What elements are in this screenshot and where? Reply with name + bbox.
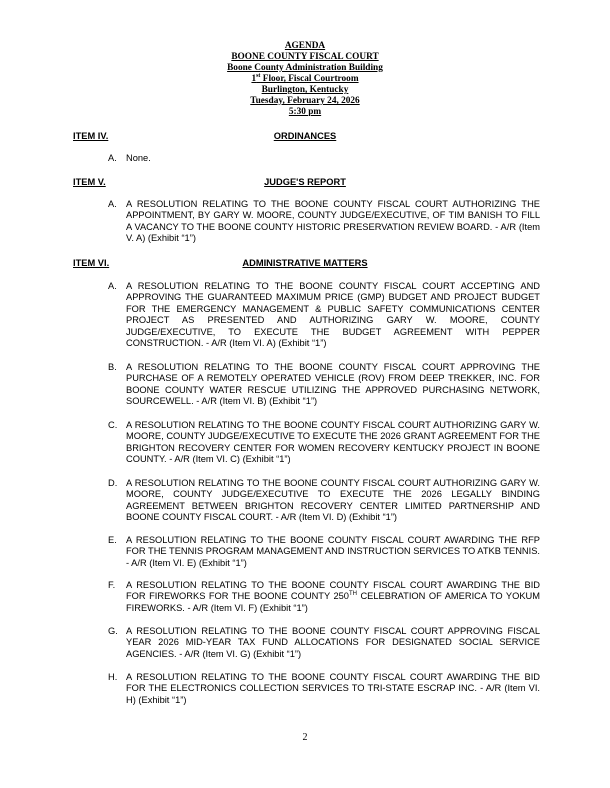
- item-text-part: CELEBRATION OF AMERICA TO YOKUM FIREWORKS. - A/R (Item VI. F) (Exhibit “1”): [126, 591, 540, 613]
- item-letter: E.: [108, 535, 117, 545]
- item-letter: B.: [108, 362, 117, 372]
- item-text: A RESOLUTION RELATING TO THE BOONE COUNTY FISCAL COURT AWARDING THE RFP FOR THE TENNIS PROGRAM MANAGEMENT AND INSTRUCTION SERVICES TO ATKB TENNIS. - A/R (Item VI. E) (Exhibit “1”): [126, 535, 540, 568]
- item-text: A RESOLUTION RELATING TO THE BOONE COUNTY FISCAL COURT ACCEPTING AND APPROVING THE GUARANTEED MAXIMUM PRICE (GMP) BUDGET AND PROJECT BUDGET FOR THE EMERGENCY MANAGEMENT & PUBLIC SAFETY COMMUNICATIONS CENTER PROJECT AS PRESENTED AND AUTHORIZING GARY W. MOORE, COUNTY JUDGE/EXECUTIVE, TO EXECUTE THE BUDGET AGREEMENT WITH PEPPER CONSTRUCTION. - A/R (Item VI. A) (Exhibit “1”): [126, 281, 540, 349]
- item-text: A RESOLUTION RELATING TO THE BOONE COUNTY FISCAL COURT AUTHORIZING THE APPOINTMENT, BY GARY W. MOORE, COUNTY JUDGE/EXECUTIVE, OF TIM BANISH TO FILL A VACANCY TO THE BOONE COUNTY HISTORIC PRESERVATION REVIEW BOARD. - A/R (Item V. A) (Exhibit “1”): [126, 199, 540, 244]
- item-letter: A.: [108, 153, 117, 163]
- item-text: [126, 580, 540, 614]
- header-building: Boone County Administration Building: [227, 63, 383, 73]
- header-floor-sup: st: [256, 72, 261, 79]
- item-text: A RESOLUTION RELATING TO THE BOONE COUNTY FISCAL COURT APPROVING THE PURCHASE OF A REMOTELY OPERATED VEHICLE (ROV) FROM DEEP TREKKER, INC. FOR BOONE COUNTY WATER RESCUE UTILIZING THE APPROVED PURCHASING NETWORK, SOURCEWELL. - A/R (Item VI. B) (Exhibit “1”): [126, 362, 540, 407]
- item-text: A RESOLUTION RELATING TO THE BOONE COUNTY FISCAL COURT AUTHORIZING GARY W. MOORE, COUNTY JUDGE/EXECUTIVE TO EXECUTE THE 2026 GRANT AGREEMENT FOR THE BRIGHTON RECOVERY CENTER FOR WOMEN RECOVERY KENTUCKY PROJECT IN BOONE COUNTY. - A/R (Item VI. C) (Exhibit “1”): [126, 420, 540, 465]
- item-letter: C.: [108, 420, 118, 430]
- item-letter: D.: [108, 478, 118, 488]
- item-text: A RESOLUTION RELATING TO THE BOONE COUNTY FISCAL COURT APPROVING FISCAL YEAR 2026 MID-YEAR TAX FUND ALLOCATIONS FOR DESIGNATED SOCIAL SERVICE AGENCIES. - A/R (Item VI. G) (Exhibit “1”): [126, 626, 540, 659]
- item-vi-title: ADMINISTRATIVE MATTERS: [242, 258, 368, 268]
- item-text-part: A RESOLUTION RELATING TO THE BOONE COUNTY FISCAL COURT AWARDING THE BID FOR FIREWORKS FOR THE BOONE COUNTY 250: [126, 580, 540, 602]
- header-court-name: BOONE COUNTY FISCAL COURT: [231, 52, 379, 62]
- header-agenda: AGENDA: [284, 41, 326, 51]
- item-letter: A.: [108, 199, 117, 209]
- item-text: None.: [126, 153, 151, 163]
- item-text: A RESOLUTION RELATING TO THE BOONE COUNTY FISCAL COURT AWARDING THE BID FOR THE ELECTRONICS COLLECTION SERVICES TO TRI-STATE ESCRAP INC. - A/R (Item VI. H) (Exhibit “1”): [126, 672, 540, 705]
- item-text: A RESOLUTION RELATING TO THE BOONE COUNTY FISCAL COURT AUTHORIZING GARY W. MOORE, COUNTY JUDGE/EXECUTIVE TO EXECUTE THE 2026 LEGALLY BINDING AGREEMENT BETWEEN BRIGHTON RECOVERY CENTER LIMITED PARTNERSHIP AND BOONE COUNTY FISCAL COURT. - A/R (Item VI. D) (Exhibit “1”): [126, 478, 540, 523]
- item-vi-label: ITEM VI.: [73, 258, 110, 268]
- item-iv-label: ITEM IV.: [73, 131, 109, 141]
- item-letter: H.: [108, 672, 118, 682]
- header-date: Tuesday, February 24, 2026: [250, 96, 360, 106]
- item-letter: A.: [108, 281, 117, 291]
- header-floor-number: 1: [251, 74, 257, 84]
- header-location: Burlington, Kentucky: [261, 85, 349, 95]
- page-number: 2: [302, 732, 308, 743]
- header-floor: [0, 74, 610, 85]
- item-letter: G.: [108, 626, 118, 636]
- header-floor-rest: Floor, Fiscal Courtroom: [260, 74, 359, 84]
- item-letter: F.: [108, 580, 116, 590]
- header-time: 5:30 pm: [288, 107, 322, 117]
- item-v-title: JUDGE'S REPORT: [264, 177, 346, 187]
- item-text-sup: TH: [348, 591, 357, 598]
- item-v-label: ITEM V.: [73, 177, 106, 187]
- item-iv-title: ORDINANCES: [273, 131, 337, 141]
